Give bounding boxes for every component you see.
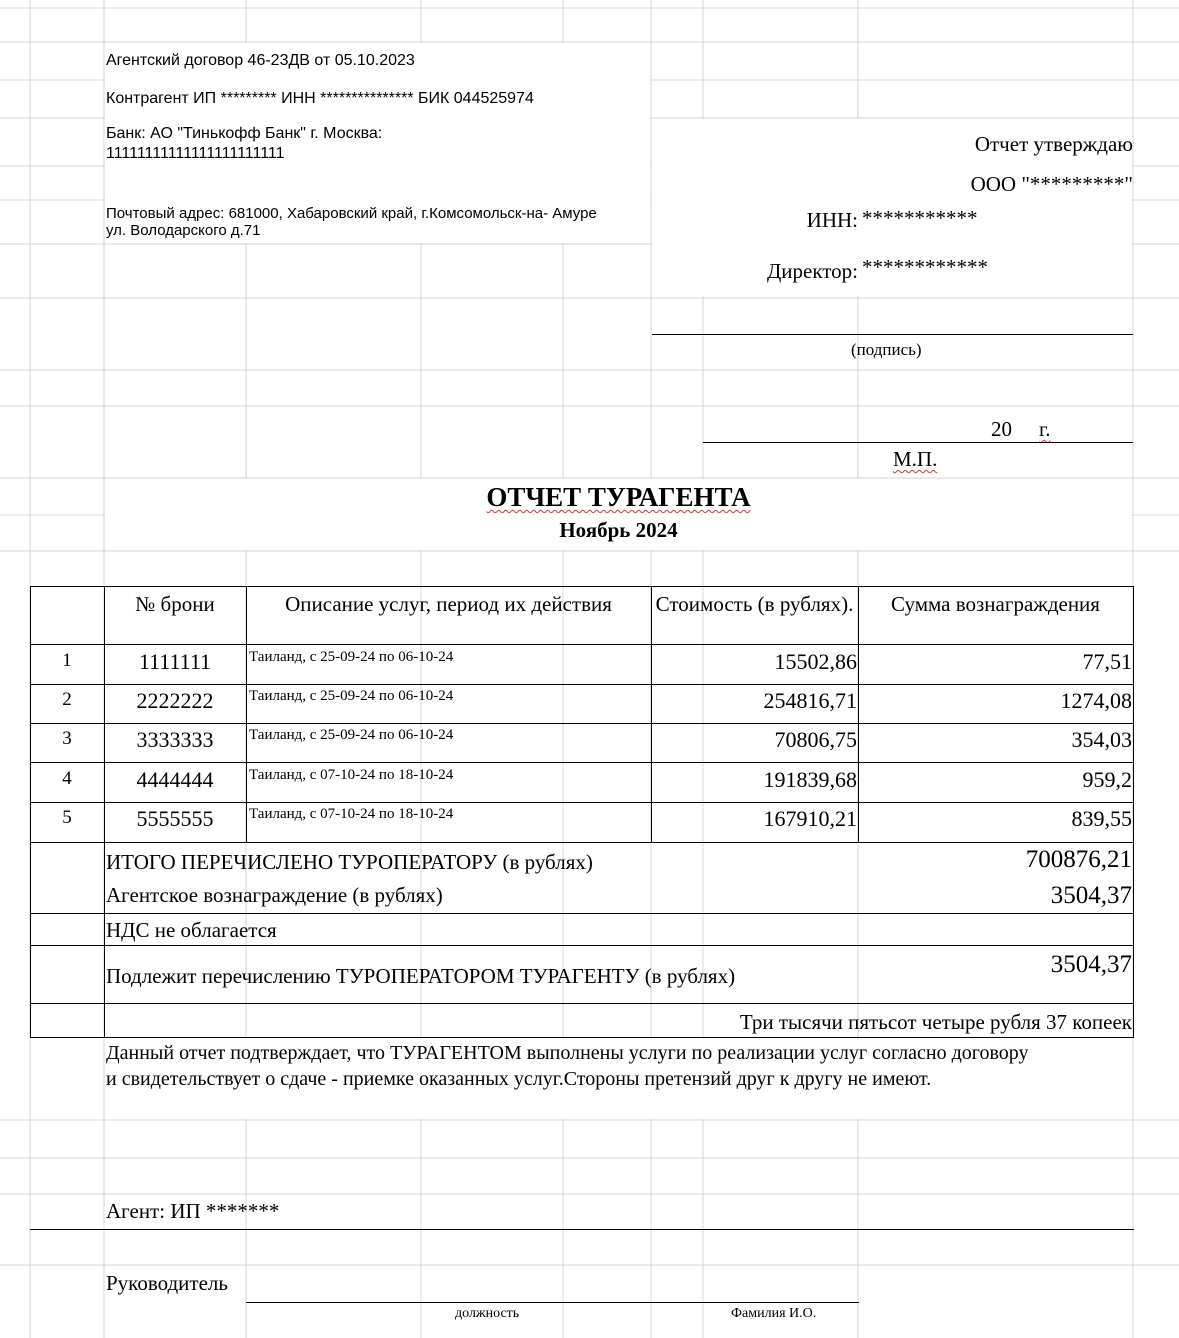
row-number: 3 [62,728,72,749]
table-row-divider [30,762,1134,763]
signature-line [652,334,1133,335]
table-row-divider [30,644,1134,645]
vat-label: НДС не облагается [106,918,277,942]
header-booking: № брони [135,592,215,616]
table-row-divider [30,723,1134,724]
total-transferred-value: 700876,21 [1025,846,1132,873]
confirmation-line-2: и свидетельствует о сдаче - приемке оказанных услуг.Стороны претензий друг к другу не имеют. [106,1068,932,1090]
row-number: 4 [62,768,72,789]
head-label: Руководитель [106,1271,228,1295]
report-period: Ноябрь 2024 [559,518,678,542]
row-fee: 77,51 [1082,649,1132,674]
table-row-divider [30,842,1134,843]
table-border-right [1133,586,1134,1038]
date-year-suffix: г. [1039,417,1051,441]
row-description: Таиланд, с 25-09-24 по 06-10-24 [249,688,454,704]
row-description: Таиланд, с 07-10-24 по 18-10-24 [249,767,454,783]
table-col-divider [651,586,652,843]
approval-director-value: ************ [862,255,988,279]
agent-fee-label: Агентское вознаграждение (в рублях) [106,883,443,907]
table-row-divider [30,913,1134,914]
confirmation-line-1: Данный отчет подтверждает, что ТУРАГЕНТОМ выполнены услуги по реализации услуг согласно договору [106,1042,1029,1064]
table-row-divider [30,684,1134,685]
table-col-divider [246,586,247,843]
amount-in-words: Три тысячи пятьсот четыре рубля 37 копеек [739,1010,1132,1034]
row-cost: 70806,75 [774,727,857,752]
header-cost: Стоимость (в рублях). [655,592,854,616]
row-fee: 1274,08 [1060,688,1132,713]
position-caption: должность [455,1306,520,1321]
row-cost: 191839,68 [763,767,857,792]
row-booking: 1111111 [138,649,212,674]
table-row-divider [30,1003,1134,1004]
table-col-divider [858,586,859,843]
report-title: ОТЧЕТ ТУРАГЕНТА [486,482,751,512]
bank-line: Банк: АО "Тинькофф Банк" г. Москва: [106,125,383,142]
row-fee: 959,2 [1082,767,1132,792]
row-number: 5 [62,807,72,828]
approval-director-label: Директор: [766,259,858,283]
head-signature-line [246,1302,859,1303]
bank-account: 11111111111111111111111 [106,145,285,162]
stamp-place: М.П. [893,447,938,471]
row-booking: 5555555 [136,806,214,831]
total-transferred-label: ИТОГО ПЕРЕЧИСЛЕНО ТУРОПЕРАТОРУ (в рублях) [106,850,593,874]
header-fee: Сумма вознаграждения [891,592,1100,616]
approval-inn-value: *********** [862,206,978,230]
row-fee: 354,03 [1071,727,1132,752]
approval-org: ООО "*********" [970,172,1133,196]
row-booking: 3333333 [136,727,214,752]
row-description: Таиланд, с 25-09-24 по 06-10-24 [249,727,454,743]
row-fee: 839,55 [1071,806,1132,831]
row-cost: 254816,71 [763,688,857,713]
address-street: ул. Володарского д.71 [106,222,261,239]
row-number: 1 [62,650,72,671]
row-description: Таиланд, с 07-10-24 по 18-10-24 [249,806,454,822]
agent-signature-label: Агент: ИП ******* [106,1199,280,1223]
name-caption: Фамилия И.О. [731,1306,817,1321]
table-row-divider [30,945,1134,946]
payable-value: 3504,37 [1050,951,1132,978]
approval-title: Отчет утверждаю [974,132,1133,156]
contract-line: Агентский договор 46-23ДВ от 05.10.2023 [106,52,415,69]
row-cost: 15502,86 [774,649,857,674]
approval-inn-label: ИНН: [806,208,858,232]
row-booking: 4444444 [136,767,214,792]
signature-caption: (подпись) [851,340,922,359]
row-booking: 2222222 [136,688,214,713]
agent-signature-line [30,1229,1134,1230]
table-border-bottom [30,1037,1134,1038]
address-line: Почтовый адрес: 681000, Хабаровский край, г.Комсомольск-на- Амуре [106,205,597,222]
table-row-divider [30,802,1134,803]
counterparty-line: Контрагент ИП ********* ИНН *************** БИК 044525974 [106,90,534,107]
payable-label: Подлежит перечислению ТУРОПЕРАТОРОМ ТУРАГЕНТУ (в рублях) [106,964,736,988]
row-cost: 167910,21 [763,806,857,831]
header-description: Описание услуг, период их действия [285,592,612,616]
row-number: 2 [62,689,72,710]
date-year-prefix: 20 [991,417,1012,441]
date-line [703,442,1133,443]
table-border-top [30,586,1134,587]
row-description: Таиланд, с 25-09-24 по 06-10-24 [249,649,454,665]
agent-fee-value: 3504,37 [1050,882,1132,909]
